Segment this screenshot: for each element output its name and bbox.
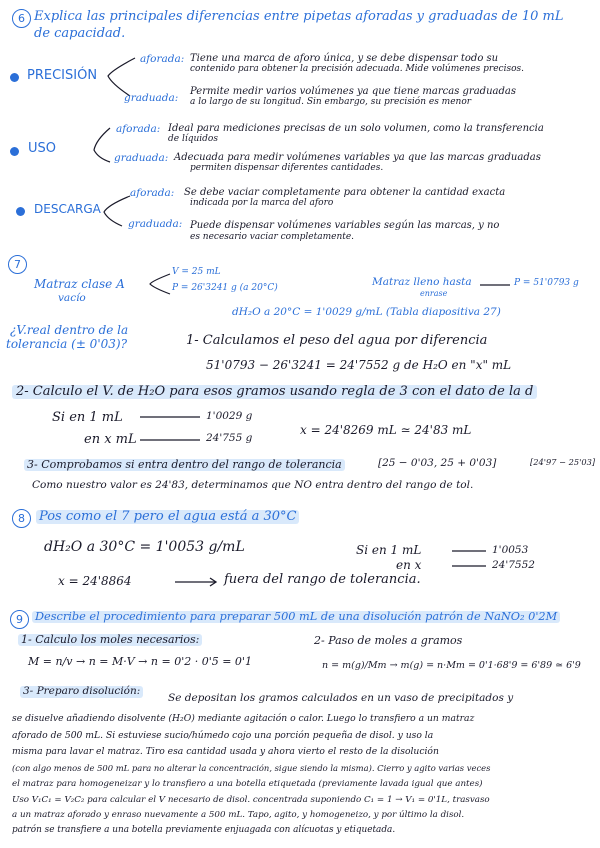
q8-rule-line2-b: 24'7552: [492, 559, 535, 571]
q7-matraz-line2: vacío: [58, 292, 86, 304]
question-number-8: 8: [12, 509, 31, 528]
q9-step2-calc: n = m(g)/Mm → m(g) = n·Mm = 0'1·68'9 = 6'89 ≃ 6'9: [322, 660, 581, 671]
q8-rule-line1-a: Si en 1 mL: [356, 543, 422, 557]
q7-step2: 2- Calculo el V. de H₂O para esos gramos usando regla de 3 con el dato de la d: [12, 385, 537, 399]
uso-aforada-line1: Ideal para mediciones precisas de un solo volumen, como la transferencia: [168, 123, 544, 134]
q8-result-note: fuera del rango de tolerancia.: [224, 572, 421, 587]
question-number-7: 7: [8, 255, 27, 274]
q7-step3: 3- Comprobamos si entra dentro del rango de tolerancia: [24, 459, 345, 471]
uso-graduada-label: graduada:: [114, 152, 169, 164]
q9-paragraph-line4: misma para lavar el matraz. Tiro esa cantidad usada y ahora vierto el resto de la disolución: [12, 746, 439, 757]
descarga-graduada-line1: Puede dispensar volúmenes variables según las marcas, y no: [190, 220, 500, 231]
q6-title-line2: de capacidad.: [34, 26, 126, 41]
q7-step3-result: [24'97 − 25'03]: [530, 457, 596, 467]
q7-rule-line1-b: 1'0029 g: [206, 410, 253, 422]
precision-graduada-line1: Permite medir varios volúmenes ya que tiene marcas graduadas: [190, 86, 516, 97]
q7-rule-line2-a: en x mL: [84, 432, 137, 447]
q9-paragraph-line1: Se depositan los gramos calculados en un vaso de precipitados y: [168, 692, 514, 704]
uso-aforada-label: aforada:: [116, 123, 161, 135]
q9-step2: 2- Paso de moles a gramos: [314, 634, 463, 647]
q7-rule-line2-b: 24'755 g: [206, 432, 253, 444]
precision-aforada-label: aforada:: [140, 53, 185, 65]
q7-weight-empty: P = 26'3241 g (a 20°C): [172, 283, 278, 293]
q7-question-line1: ¿V.real dentro de la: [10, 323, 129, 337]
descarga-label: DESCARGA: [34, 202, 101, 216]
bracket-matraz: [150, 274, 170, 294]
q9-paragraph-line2: se disuelve añadiendo disolvente (H₂O) mediante agitación o calor. Luego lo transfiero a un matraz: [12, 713, 475, 724]
descarga-aforada-label: aforada:: [130, 187, 175, 199]
bullet-uso-icon: [10, 147, 19, 156]
q8-title: Pos como el 7 pero el agua está a 30°C: [36, 510, 299, 524]
q8-density: dH₂O a 30°C = 1'0053 g/mL: [44, 539, 245, 555]
bracket-descarga: [104, 196, 130, 226]
bracket-uso: [94, 128, 110, 162]
q7-volume: V = 25 mL: [172, 267, 221, 277]
precision-aforada-line1: Tiene una marca de aforo única, y se debe dispensar todo su: [190, 53, 499, 64]
q9-paragraph-line5: (con algo menos de 500 mL para no alterar la concentración, sigue siendo la misma). Cierro y agito varias veces: [12, 763, 491, 773]
q9-step3: 3- Preparo disolución:: [20, 686, 143, 698]
q9-paragraph-line3: aforado de 500 mL. Si estuviese sucio/húmedo cojo una porción pequeña de disol. y uso la: [12, 730, 434, 741]
uso-label: USO: [28, 141, 56, 156]
q9-paragraph-line8: a un matraz aforado y enraso nuevamente a 500 mL. Tapo, agito, y homogeneizo, y por último la disol.: [12, 810, 465, 820]
q8-rule-line2-a: en x: [396, 558, 422, 572]
bracket-precision: [108, 58, 135, 96]
q9-paragraph-line6: el matraz para homogeneizar y lo transfiero a una botella etiquetada (previamente lavada igual que antes): [12, 779, 483, 789]
bullet-descarga-icon: [16, 207, 25, 216]
q7-step3-range: [25 − 0'03, 25 + 0'03]: [378, 457, 497, 469]
q7-step1-calc: 51'0793 − 26'3241 = 24'7552 g de H₂O en "x" mL: [206, 358, 512, 372]
precision-graduada-label: graduada:: [124, 92, 179, 104]
precision-label: PRECISIÓN: [27, 68, 98, 83]
precision-graduada-line2: a lo largo de su longitud. Sin embargo, su precisión es menor: [190, 97, 472, 107]
descarga-aforada-line2: indicada por la marca del aforo: [190, 198, 334, 208]
q7-weight-full: P = 51'0793 g: [514, 278, 579, 288]
q7-question-line2: tolerancia (± 0'03)?: [6, 337, 128, 351]
precision-aforada-line2: contenido para obtener la precisión adecuada. Mide volúmenes precisos.: [190, 64, 524, 74]
descarga-graduada-label: graduada:: [128, 218, 183, 230]
q8-result: x = 24'8864: [58, 574, 132, 588]
q7-matraz-line1: Matraz clase A: [34, 277, 125, 291]
descarga-graduada-line2: es necesario vaciar completamente.: [190, 232, 355, 242]
q9-paragraph-line7: Uso V₁C₁ = V₂C₂ para calcular el V necesario de disol. concentrada suponiendo C₁ = 1 → V₁ = 0'1L, trasvaso: [12, 795, 490, 805]
q7-conclusion: Como nuestro valor es 24'83, determinamos que NO entra dentro del rango de tol.: [32, 479, 474, 491]
descarga-aforada-line1: Se debe vaciar completamente para obtener la cantidad exacta: [184, 187, 506, 198]
uso-graduada-line2: permiten dispensar diferentes cantidades.: [190, 163, 384, 173]
q7-density: dH₂O a 20°C = 1'0029 g/mL (Tabla diapositiva 27): [232, 306, 501, 318]
q9-step1-calc: M = n/v → n = M·V → n = 0'2 · 0'5 = 0'1: [28, 655, 252, 668]
q6-title-line1: Explica las principales diferencias entre pipetas aforadas y graduadas de 10 mL: [34, 9, 564, 24]
question-number-9: 9: [10, 610, 29, 629]
q7-rule-line1-a: Si en 1 mL: [52, 410, 123, 425]
uso-graduada-line1: Adecuada para medir volúmenes variables ya que las marcas graduadas: [174, 152, 541, 163]
q9-step1: 1- Calculo los moles necesarios:: [18, 634, 202, 646]
uso-aforada-line2: de líquidos: [168, 134, 218, 144]
q9-paragraph-line9: patrón se transfiere a una botella previamente enjuagada con alícuotas y etiquetada.: [12, 825, 396, 835]
q9-title: Describe el procedimiento para preparar 500 mL de una disolución patrón de NaNO₂ 0'2M: [32, 611, 560, 623]
bullet-precision-icon: [10, 73, 19, 82]
q8-rule-line1-b: 1'0053: [492, 544, 529, 556]
q7-lleno-line1: Matraz lleno hasta: [372, 276, 472, 288]
q7-step1: 1- Calculamos el peso del agua por diferencia: [186, 333, 488, 348]
q7-lleno-line2: enrase: [420, 289, 448, 298]
question-number-6: 6: [12, 9, 31, 28]
q7-rule-result: x = 24'8269 mL ≃ 24'83 mL: [300, 423, 472, 437]
